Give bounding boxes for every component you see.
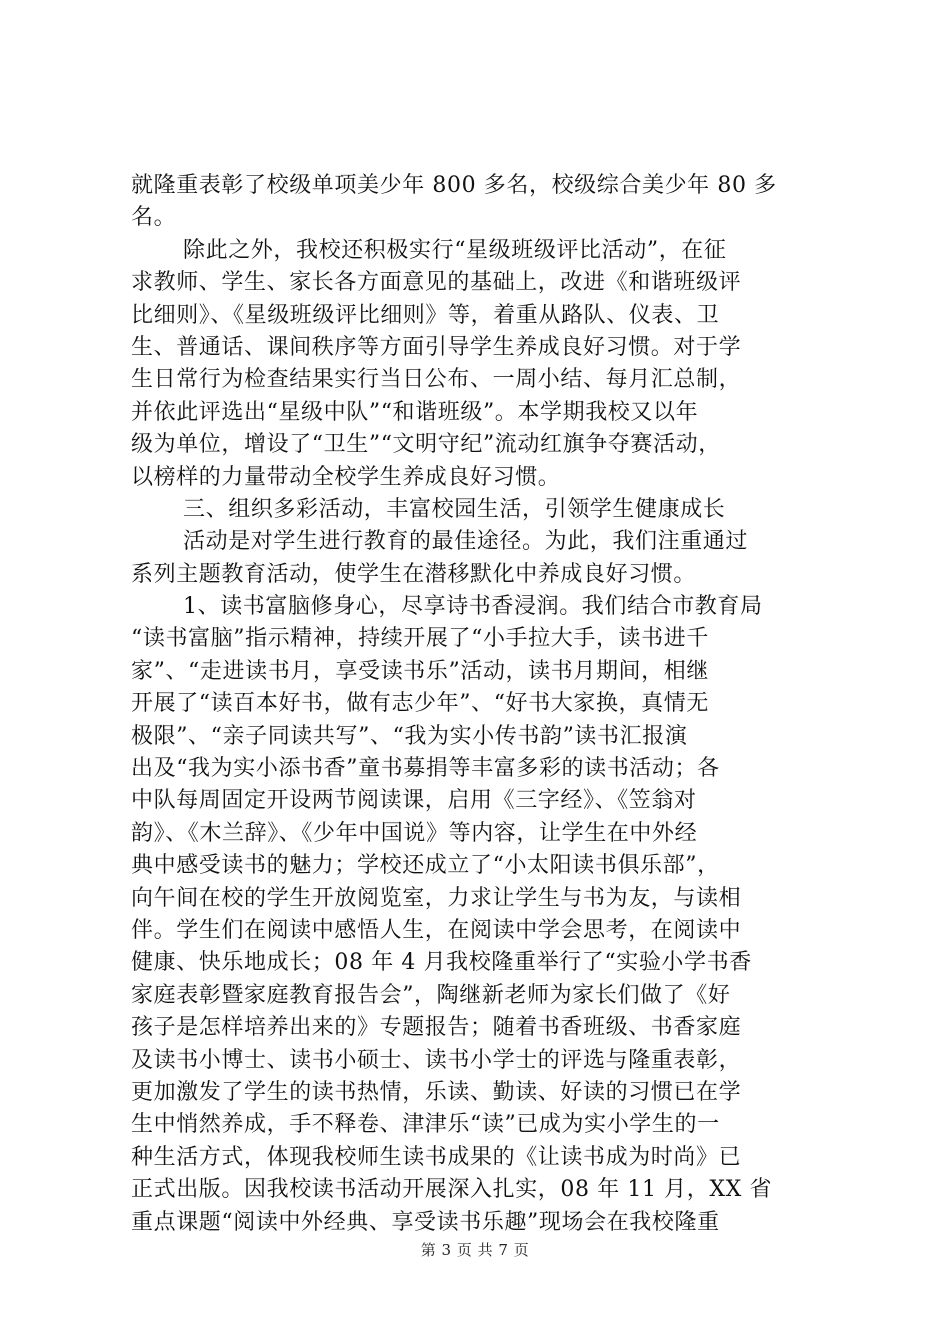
text-line: 极限”、“亲子同读共写”、“我为实小传书韵”读书汇报演 <box>131 723 688 749</box>
text-line: 向午间在校的学生开放阅览室，力求让学生与书为友，与读相 <box>131 885 742 911</box>
text-line: 名。 <box>131 205 177 231</box>
text-line: 家庭表彰暨家庭教育报告会”，陶继新老师为家长们做了《好 <box>131 982 731 1008</box>
text-line: 正式出版。因我校读书活动开展深入扎实，08 年 11 月，XX 省 <box>131 1177 773 1203</box>
text-line: 并依此评选出“星级中队”“和谐班级”。本学期我校又以年 <box>131 399 699 425</box>
text-line: 重点课题“阅读中外经典、享受读书乐趣”现场会在我校隆重 <box>131 1209 720 1235</box>
text-line: 比细则》、《星级班级评比细则》等，着重从路队、仪表、卫 <box>131 302 720 328</box>
section-heading: 三、组织多彩活动，丰富校园生活，引领学生健康成长 <box>183 496 726 522</box>
text-line: 伴。学生们在阅读中感悟人生，在阅读中学会思考，在阅读中 <box>131 917 742 943</box>
text-line: 开展了“读百本好书，做有志少年”、“好书大家换，真情无 <box>131 691 709 717</box>
text-line: 生中悄然养成，手不释卷、津津乐“读”已成为实小学生的一 <box>131 1112 720 1138</box>
text-line: 家”、“走进读书月，享受读书乐”活动，读书月期间，相继 <box>131 658 709 684</box>
text-line: 系列主题教育活动，使学生在潜移默化中养成良好习惯。 <box>131 561 697 587</box>
text-line: 及读书小博士、读书小硕士、读书小学士的评选与隆重表彰， <box>131 1047 742 1073</box>
page-number-footer: 第 3 页 共 7 页 <box>420 1241 530 1259</box>
text-line: 韵》、《木兰辞》、《少年中国说》等内容，让学生在中外经 <box>131 820 698 846</box>
text-line: 健康、快乐地成长；08 年 4 月我校隆重举行了“实验小学书香 <box>131 950 752 976</box>
text-line: 出及“我为实小添书香”童书募捐等丰富多彩的读书活动；各 <box>131 756 720 782</box>
text-line: 就隆重表彰了校级单项美少年 800 多名，校级综合美少年 80 多 <box>131 173 777 198</box>
paragraph-start-line: 活动是对学生进行教育的最佳途径。为此，我们注重通过 <box>183 529 749 555</box>
text-line: 级为单位，增设了“卫生”“文明守纪”流动红旗争夺赛活动， <box>131 432 721 458</box>
text-line: 种生活方式，体现我校师生读书成果的《让读书成为时尚》已 <box>131 1144 742 1170</box>
text-line: 孩子是怎样培养出来的》专题报告；随着书香班级、书香家庭 <box>131 1015 742 1041</box>
paragraph-start-line: 除此之外，我校还积极实行“星级班级评比活动”，在征 <box>183 237 727 263</box>
text-line: 求教师、学生、家长各方面意见的基础上，改进《和谐班级评 <box>131 270 742 296</box>
paragraph-start-line: 1、读书富脑修身心，尽享诗书香浸润。我们结合市教育局 <box>183 594 763 620</box>
text-line: 更加激发了学生的读书热情，乐读、勤读、好读的习惯已在学 <box>131 1079 742 1105</box>
text-line: 以榜样的力量带动全校学生养成良好习惯。 <box>131 464 561 490</box>
text-line: 中队每周固定开设两节阅读课，启用《三字经》、《笠翁对 <box>131 788 697 814</box>
text-line: 典中感受读书的魅力；学校还成立了“小太阳读书俱乐部”， <box>131 853 720 879</box>
body-text <box>131 170 831 1239</box>
text-line: 生日常行为检查结果实行当日公布、一周小结、每月汇总制， <box>131 367 742 393</box>
text-line: “读书富脑”指示精神，持续开展了“小手拉大手，读书进千 <box>131 626 709 652</box>
text-line: 生、普通话、课间秩序等方面引导学生养成良好习惯。对于学 <box>131 334 742 360</box>
